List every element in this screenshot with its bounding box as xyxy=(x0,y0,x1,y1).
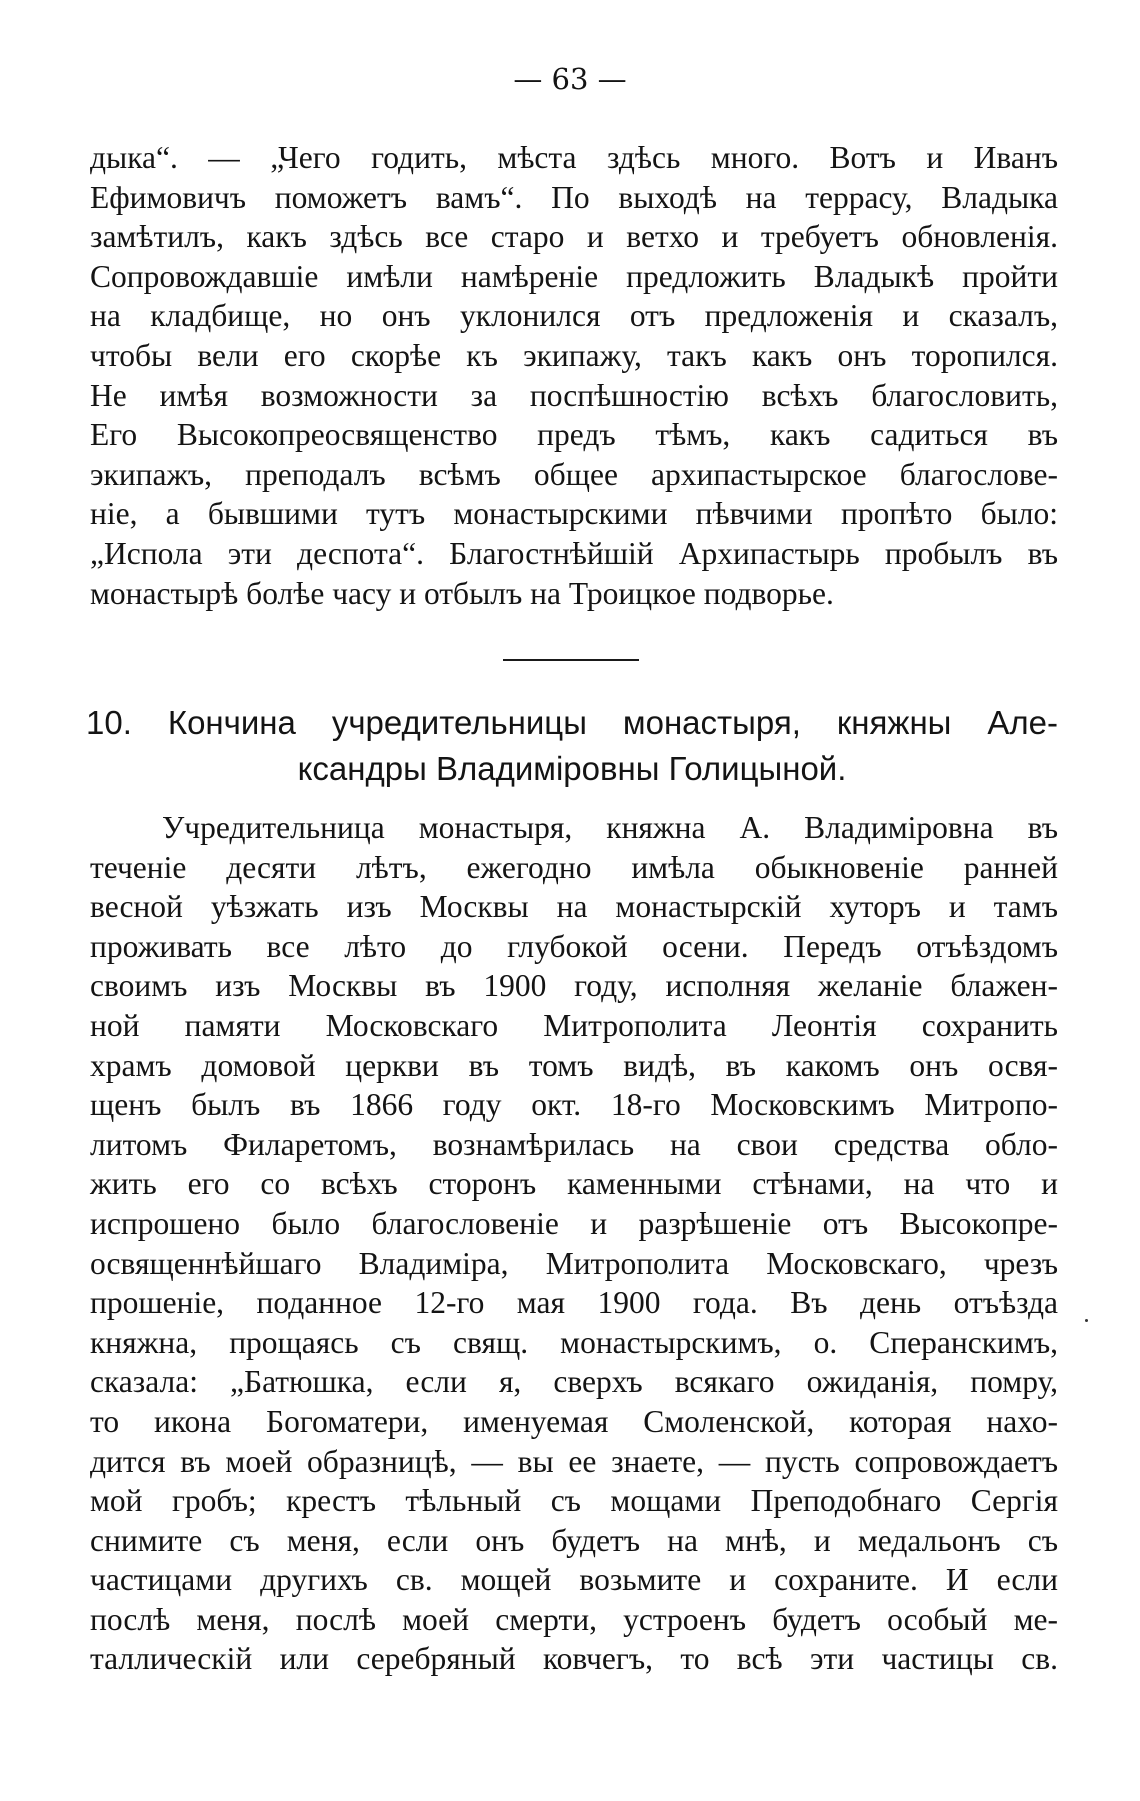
text-line: проживать все лѣто до глубокой осени. Передъ отъѣздомъ xyxy=(90,928,1058,964)
text-line: мой гробъ; крестъ тѣльный съ мощами Преподобнаго Сергія xyxy=(90,1483,1058,1519)
text-line: монастырѣ болѣе часу и отбылъ на Троицкое подворье. xyxy=(90,575,834,611)
text-line: Ефимовичъ поможетъ вамъ“. По выходѣ на террасу, Владыка xyxy=(90,179,1058,215)
text-line: экипажъ, преподалъ всѣмъ общее архипастырское благослове- xyxy=(90,456,1058,492)
text-line: послѣ меня, послѣ моей смерти, устроенъ будетъ особый ме- xyxy=(90,1601,1058,1637)
text-line: Сопровождавшіе имѣли намѣреніе предложить Владыкѣ пройти xyxy=(90,258,1058,294)
heading-line: 10. Кончина учредительницы монастыря, княжны Але- xyxy=(86,704,1058,741)
section-divider xyxy=(503,659,639,661)
text-line: частицами другихъ св. мощей возьмите и сохраните. И если xyxy=(90,1562,1058,1598)
text-line: ной памяти Московскаго Митрополита Леонтія сохранить xyxy=(90,1007,1058,1043)
text-line: дыка“. — „Чего годить, мѣста здѣсь много. Вотъ и Иванъ xyxy=(90,140,1058,175)
section-paragraph xyxy=(90,808,1058,1679)
section-heading xyxy=(86,700,1058,792)
paragraph-continued xyxy=(90,138,1058,613)
ink-speck xyxy=(1085,1319,1088,1322)
text-line: храмъ домовой церкви въ томъ видѣ, въ какомъ онъ освя- xyxy=(90,1047,1058,1083)
text-line: на кладбище, но онъ уклонился отъ предложенія и сказалъ, xyxy=(90,298,1058,334)
text-line: замѣтилъ, какъ здѣсь все старо и ветхо и требуетъ обновленія. xyxy=(90,219,1058,255)
text-line: сказала: „Батюшка, если я, сверхъ всякаго ожиданія, помру, xyxy=(90,1364,1058,1400)
text-line: испрошено было благословеніе и разрѣшеніе отъ Высокопре- xyxy=(90,1205,1058,1241)
text-line: таллическій или серебряный ковчегъ, то всѣ эти частицы св. xyxy=(90,1641,1058,1677)
text-line: теченіе десяти лѣтъ, ежегодно имѣла обыкновеніе ранней xyxy=(90,849,1058,885)
heading-line: ксандры Владиміровны Голицыной. xyxy=(297,750,847,787)
text-line: освященнѣйшаго Владиміра, Митрополита Московскаго, чрезъ xyxy=(90,1245,1058,1281)
text-line: Его Высокопреосвященство предъ тѣмъ, какъ садиться въ xyxy=(90,417,1058,453)
text-line: прошеніе, поданное 12-го мая 1900 года. Въ день отъѣзда xyxy=(90,1285,1058,1321)
text-line: „Испола эти деспота“. Благостнѣйшій Архипастырь пробылъ въ xyxy=(90,535,1058,571)
text-line: ніе, а бывшими тутъ монастырскими пѣвчими пропѣто было: xyxy=(90,496,1058,532)
text-line: щенъ былъ въ 1866 году окт. 18-го Московскимъ Митропо- xyxy=(90,1087,1058,1123)
page-number: — 63 — xyxy=(513,62,627,96)
text-line: чтобы вели его скорѣе къ экипажу, такъ какъ онъ торопился. xyxy=(90,337,1058,373)
text-line: литомъ Филаретомъ, вознамѣрилась на свои средства обло- xyxy=(90,1126,1058,1162)
text-line: жить его со всѣхъ сторонъ каменными стѣнами, на что и xyxy=(90,1166,1058,1202)
text-line: снимите съ меня, если онъ будетъ на мнѣ, и медальонъ съ xyxy=(90,1522,1058,1558)
text-line: дится въ моей образницѣ, — вы ее знаете, — пусть сопровождаетъ xyxy=(90,1443,1058,1479)
text-line: Не имѣя возможности за поспѣшностію всѣхъ благословить, xyxy=(90,377,1058,413)
text-line: то икона Богоматери, именуемая Смоленской, которая нахо- xyxy=(90,1403,1058,1439)
text-line: Учредительница монастыря, княжна А. Владиміровна въ xyxy=(162,810,1058,845)
text-line: княжна, прощаясь съ свящ. монастырскимъ, о. Сперанскимъ, xyxy=(90,1324,1058,1360)
text-line: весной уѣзжать изъ Москвы на монастырскій хуторъ и тамъ xyxy=(90,889,1058,925)
text-line: своимъ изъ Москвы въ 1900 году, исполняя желаніе блажен- xyxy=(90,968,1058,1004)
